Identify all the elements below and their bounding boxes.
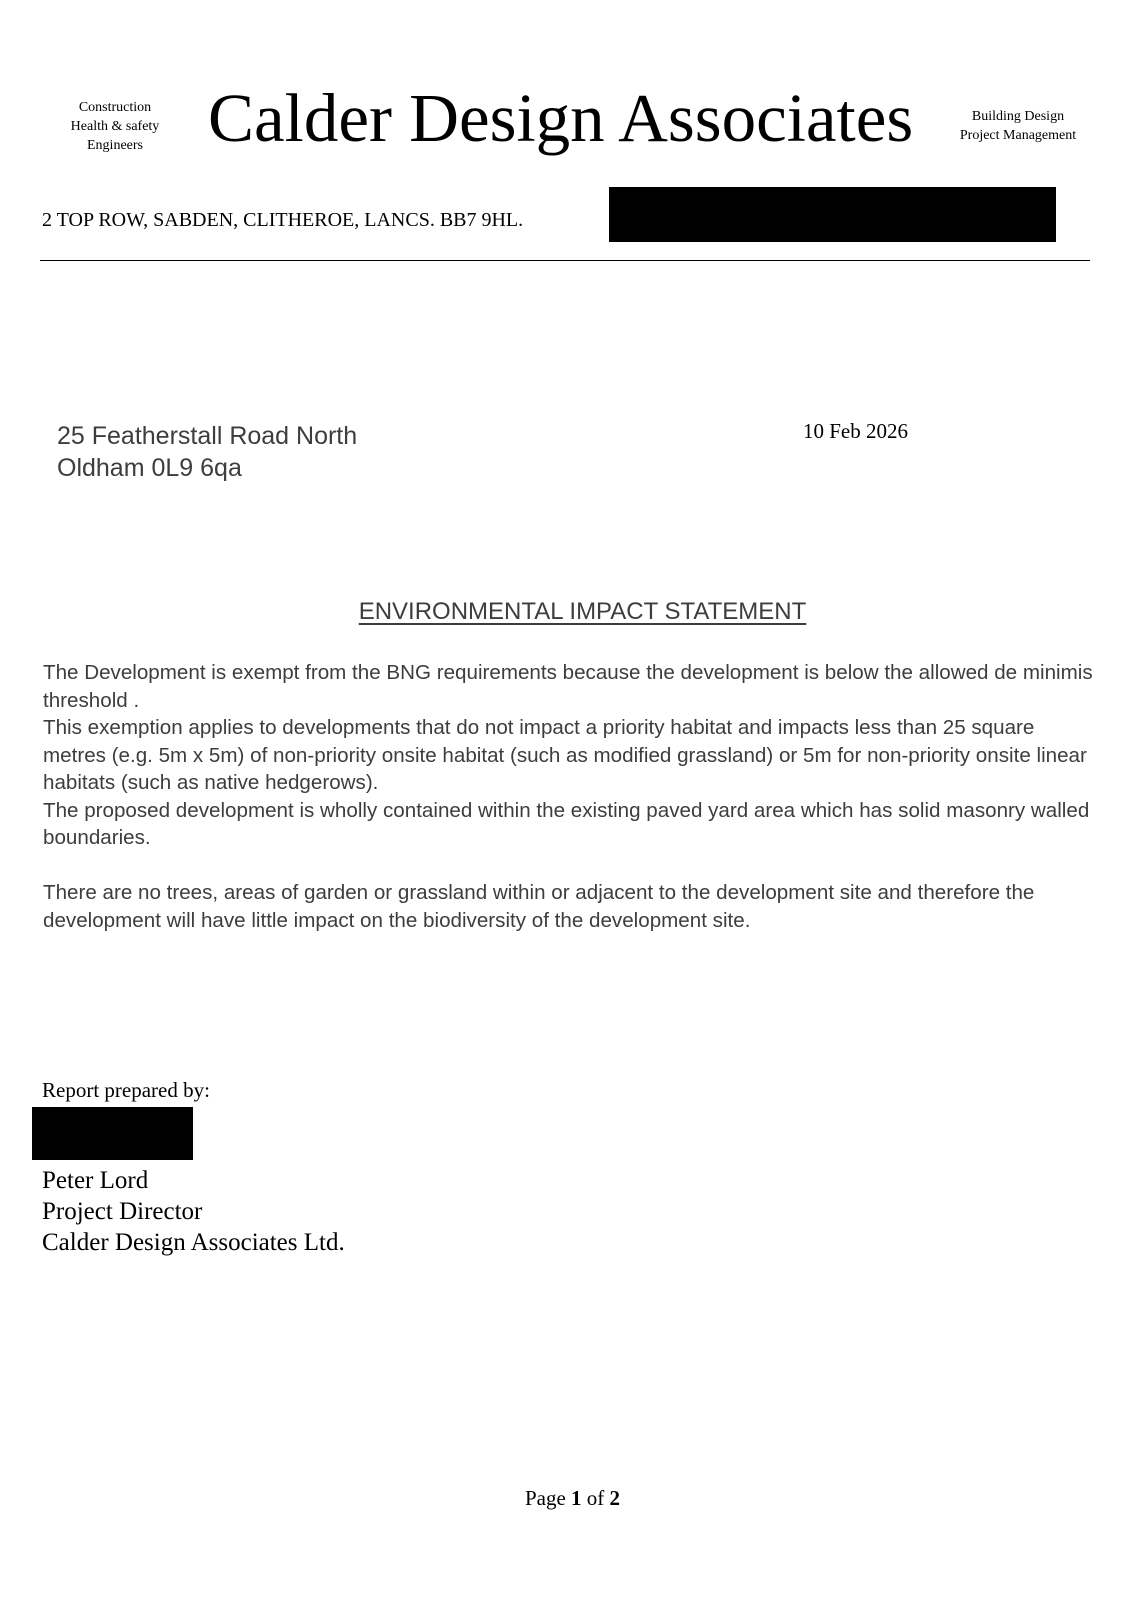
right-tagline-line: Building Design xyxy=(971,109,1065,124)
page-word: Page xyxy=(524,1486,566,1510)
body-paragraph: The Development is exempt from the BNG requirements because the development is below the allowed de minimis threshold . xyxy=(43,661,1093,712)
left-tagline-line: Health & safety xyxy=(70,119,160,134)
right-service-tagline xyxy=(948,107,1088,145)
body-paragraph: The proposed development is wholly contained within the existing paved yard area which has solid masonry walled boundaries. xyxy=(43,798,1090,849)
body-paragraph: There are no trees, areas of garden or grassland within or adjacent to the development site and therefore the development will have little impact on the biodiversity of the development site. xyxy=(43,881,1035,932)
signature-redaction-bar xyxy=(32,1107,193,1160)
recipient-address xyxy=(57,420,357,484)
signatory-role: Project Director xyxy=(42,1198,203,1225)
total-pages: 2 xyxy=(609,1486,621,1510)
company-name: Calder Design Associates xyxy=(208,80,914,156)
letter-date: 10 Feb 2026 xyxy=(803,419,908,443)
of-word: of xyxy=(586,1486,605,1510)
recipient-line: 25 Featherstall Road North xyxy=(57,422,358,450)
document-title-wrap xyxy=(0,597,1131,627)
signatory-block xyxy=(42,1165,345,1258)
statement-body xyxy=(43,659,1093,934)
left-tagline-line: Construction xyxy=(78,100,152,115)
left-tagline-line: Engineers xyxy=(87,138,143,153)
page-number xyxy=(0,1485,1131,1511)
prepared-by-label: Report prepared by: xyxy=(42,1078,210,1102)
signatory-name: Peter Lord xyxy=(42,1167,149,1194)
signatory-company: Calder Design Associates Ltd. xyxy=(42,1229,345,1256)
redaction-bar xyxy=(609,187,1056,242)
right-tagline-line: Project Management xyxy=(959,128,1077,143)
document-title: ENVIRONMENTAL IMPACT STATEMENT xyxy=(358,598,807,625)
header-divider xyxy=(40,260,1090,261)
current-page: 1 xyxy=(571,1486,582,1510)
recipient-line: Oldham 0L9 6qa xyxy=(57,454,242,482)
company-address: 2 TOP ROW, SABDEN, CLITHEROE, LANCS. BB7 9HL. xyxy=(42,209,524,231)
left-service-tagline xyxy=(55,98,175,155)
body-paragraph: This exemption applies to developments that do not impact a priority habitat and impacts less than 25 square metres (e.g. 5m x 5m) of non-priority onsite habitat (such as modified grassland) or 5m for non-priority onsite linear habitats (such as native hedgerows). xyxy=(43,716,1087,794)
